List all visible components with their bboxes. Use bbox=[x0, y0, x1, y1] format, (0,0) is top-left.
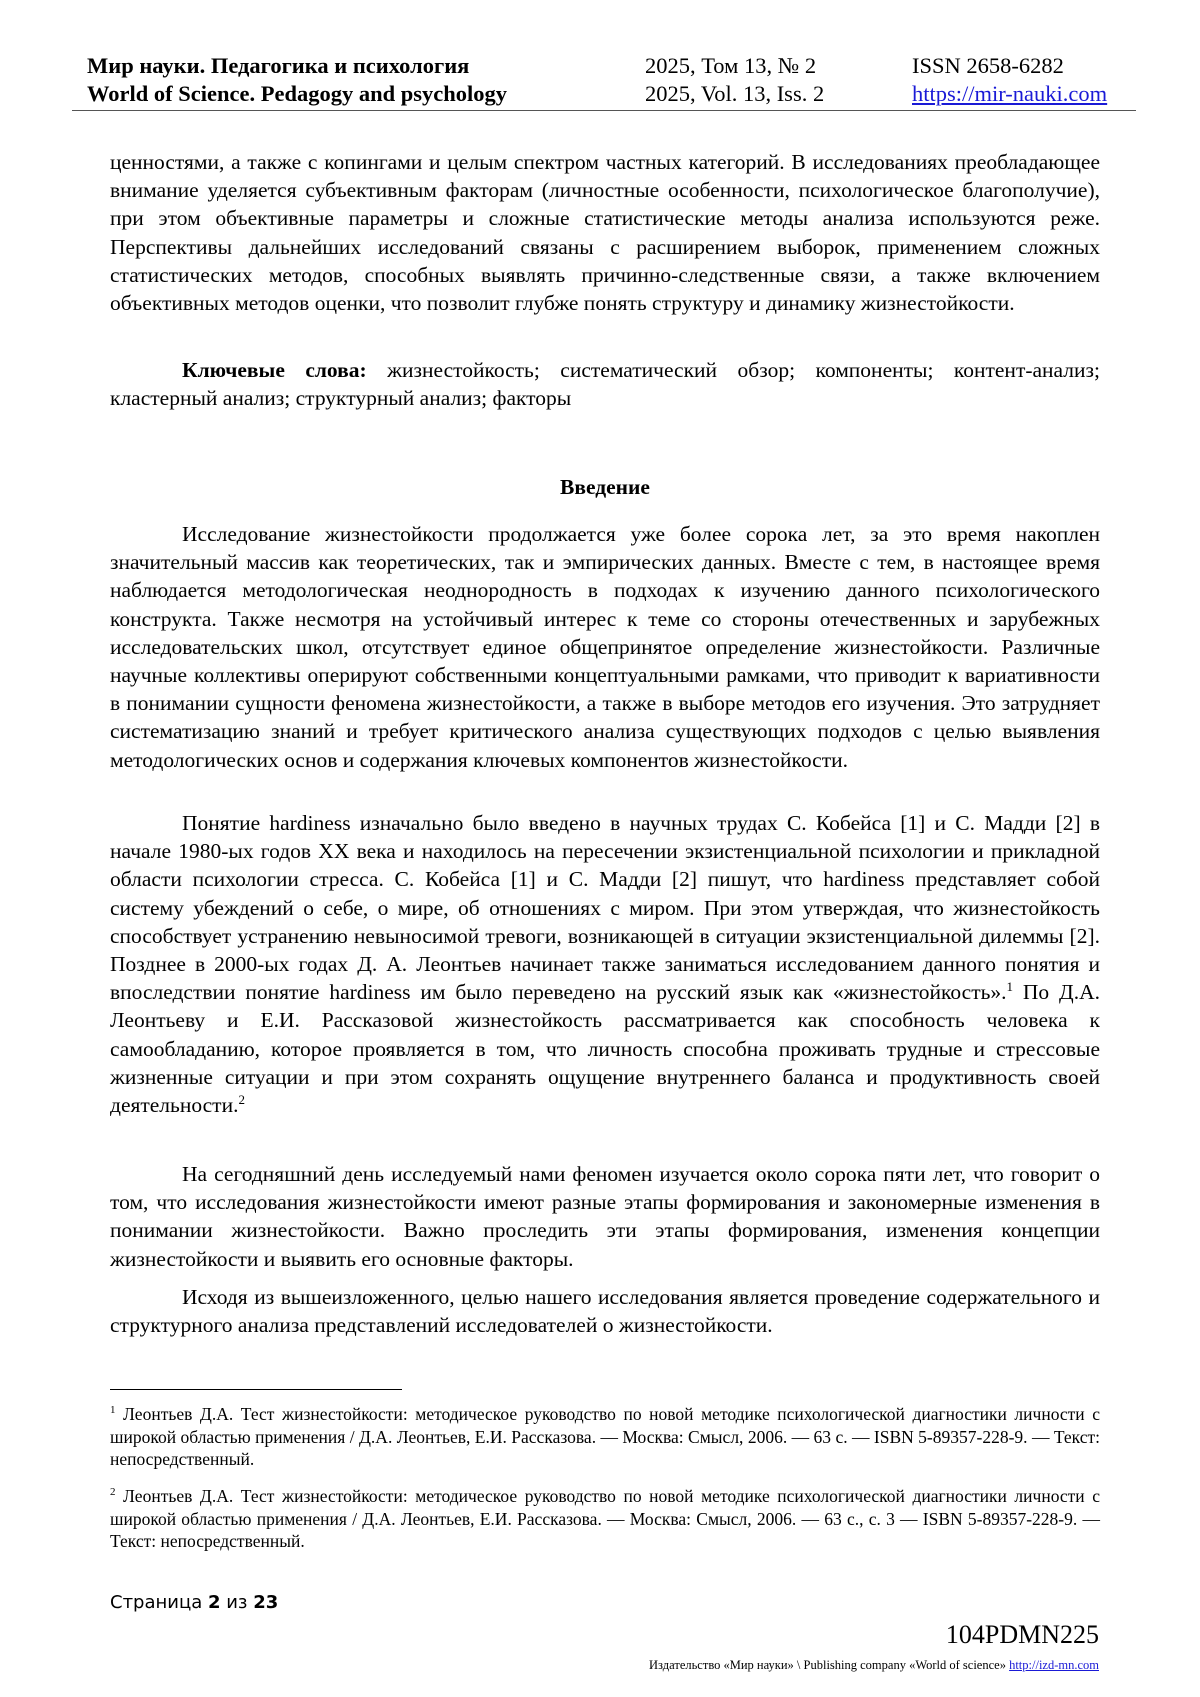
article-code: 104PDMN225 bbox=[945, 1620, 1099, 1649]
issn: ISSN 2658-6282 bbox=[912, 53, 1064, 78]
page-total: 23 bbox=[253, 1592, 279, 1613]
journal-title-block bbox=[87, 52, 507, 108]
footnote-ref-2[interactable]: 2 bbox=[238, 1091, 245, 1107]
journal-title-ru: Мир науки. Педагогика и психология bbox=[87, 53, 470, 78]
footnote-ref-1[interactable]: 1 bbox=[1006, 979, 1014, 995]
page-separator: из bbox=[220, 1592, 254, 1613]
body-paragraph-2 bbox=[110, 809, 1100, 1119]
body-paragraph-1 bbox=[110, 520, 1100, 774]
issue-ru: 2025, Том 13, № 2 bbox=[645, 53, 817, 78]
body-paragraph-4 bbox=[110, 1283, 1100, 1339]
footnote-number: 1 bbox=[110, 1404, 116, 1417]
journal-url-link[interactable]: https://mir-nauki.com bbox=[912, 81, 1108, 106]
journal-title-en: World of Science. Pedagogy and psychology bbox=[87, 81, 508, 106]
issue-en: 2025, Vol. 13, Iss. 2 bbox=[645, 81, 825, 106]
paragraph-text: По Д.А. Леонтьеву и Е.И. Рассказовой жизнестойкость рассматривается как способность человека к самообладанию, которое проявляется в том, что личность способна проживать трудные и стрессовые жизненные ситуации и при этом сохранять ощущение внутреннего баланса и продуктивность своей деятельности. bbox=[110, 980, 1100, 1118]
publisher-line bbox=[649, 1658, 1099, 1673]
keywords-list: жизнестойкость; систематический обзор; компоненты; контент-анализ; кластерный анализ; структурный анализ; факторы bbox=[110, 358, 1100, 411]
keywords-label: Ключевые слова: bbox=[182, 358, 367, 382]
paragraph-text: На сегодняшний день исследуемый нами феномен изучается около сорока пяти лет, что говорит о том, что исследования жизнестойкости имеют разные этапы формирования и закономерные изменения в понимании жизнестойкости. Важно проследить эти этапы формирования, изменения концепции жизнестойкости и выявить его основные факторы. bbox=[110, 1162, 1100, 1271]
abstract-paragraph: ценностями, а также с копингами и целым спектром частных категорий. В исследованиях преобладающее внимание уделяется субъективным факторам (личностные особенности, психологическое благополучие), при этом объективные параметры и сложные статистические методы анализа используются реже. Перспективы дальнейших исследований связаны с расширением выборок, применением сложных статистических методов, способных выявлять причинно-следственные связи, а также включением объективных методов оценки, что позволит глубже понять структуру и динамику жизнестойкости. bbox=[110, 150, 1100, 316]
page-number bbox=[110, 1592, 278, 1613]
page-prefix: Страница bbox=[110, 1592, 208, 1613]
footnote-number: 2 bbox=[110, 1486, 116, 1499]
issue-block bbox=[645, 52, 824, 108]
footnote-2 bbox=[110, 1485, 1100, 1553]
keywords bbox=[110, 356, 1100, 412]
paragraph-text: Понятие hardiness изначально было введено в научных трудах С. Кобейса [1] и С. Мадди [2] в начале 1980-ых годов XX века и находилось на пересечении экзистенциальной психологии и прикладной области психологии стресса. С. Кобейса [1] и С. Мадди [2] пишут, что hardiness представляет собой систему убеждений о себе, о мире, об отношениях с миром. При этом утверждая, что жизнестойкость способствует устранению невыносимой тревоги, возникающей в ситуации экзистенциальной дилеммы [2]. Позднее в 2000-ых годах Д. А. Леонтьев начинает также заниматься исследованием данного понятия и впоследствии понятие hardiness им было переведено на русский язык как «жизнестойкость». bbox=[110, 811, 1100, 1005]
page-current: 2 bbox=[207, 1592, 221, 1613]
footnote-1 bbox=[110, 1403, 1100, 1471]
footnote-divider bbox=[110, 1389, 402, 1390]
footnote-text: Леонтьев Д.А. Тест жизнестойкости: методическое руководство по новой методике психологической диагностики личности с широкой областью применения / Д.А. Леонтьев, Е.И. Рассказова. — Москва: Смысл, 2006. — 63 с. — ISBN 5-89357-228-9. — Текст: непосредственный. bbox=[110, 1404, 1100, 1469]
paragraph-text: Исходя из вышеизложенного, целью нашего исследования является проведение содержательного и структурного анализа представлений исследователей о жизнестойкости. bbox=[110, 1285, 1100, 1338]
issn-block bbox=[912, 52, 1107, 108]
footnote-text: Леонтьев Д.А. Тест жизнестойкости: методическое руководство по новой методике психологической диагностики личности с широкой областью применения / Д.А. Леонтьев, Е.И. Рассказова. — Москва: Смысл, 2006. — 63 с., с. 3 — ISBN 5-89357-228-9. — Текст: непосредственный. bbox=[110, 1486, 1100, 1551]
header-divider bbox=[72, 110, 1136, 111]
body-paragraph-3 bbox=[110, 1160, 1100, 1273]
publisher-text: Издательство «Мир науки» \ Publishing company «World of science» bbox=[649, 1658, 1010, 1672]
publisher-link[interactable]: http://izd-mn.com bbox=[1009, 1658, 1099, 1672]
section-title: Введение bbox=[560, 475, 650, 499]
abstract-text bbox=[110, 148, 1100, 317]
paragraph-text: Исследование жизнестойкости продолжается уже более сорока лет, за это время накоплен значительный массив как теоретических, так и эмпирических данных. Вместе с тем, в настоящее время наблюдается методологическая неоднородность в подходах к изучению данного психологического конструкта. Также несмотря на устойчивый интерес к теме со стороны отечественных и зарубежных исследовательских школ, отсутствует единое общепринятое определение жизнестойкости. Различные научные коллективы оперируют собственными концептуальными рамками, что приводит к вариативности в понимании сущности феномена жизнестойкости, а также в выборе методов его изучения. Это затрудняет систематизацию знаний и требует критического анализа существующих подходов с целью выявления методологических основ и содержания ключевых компонентов жизнестойкости. bbox=[110, 522, 1100, 772]
